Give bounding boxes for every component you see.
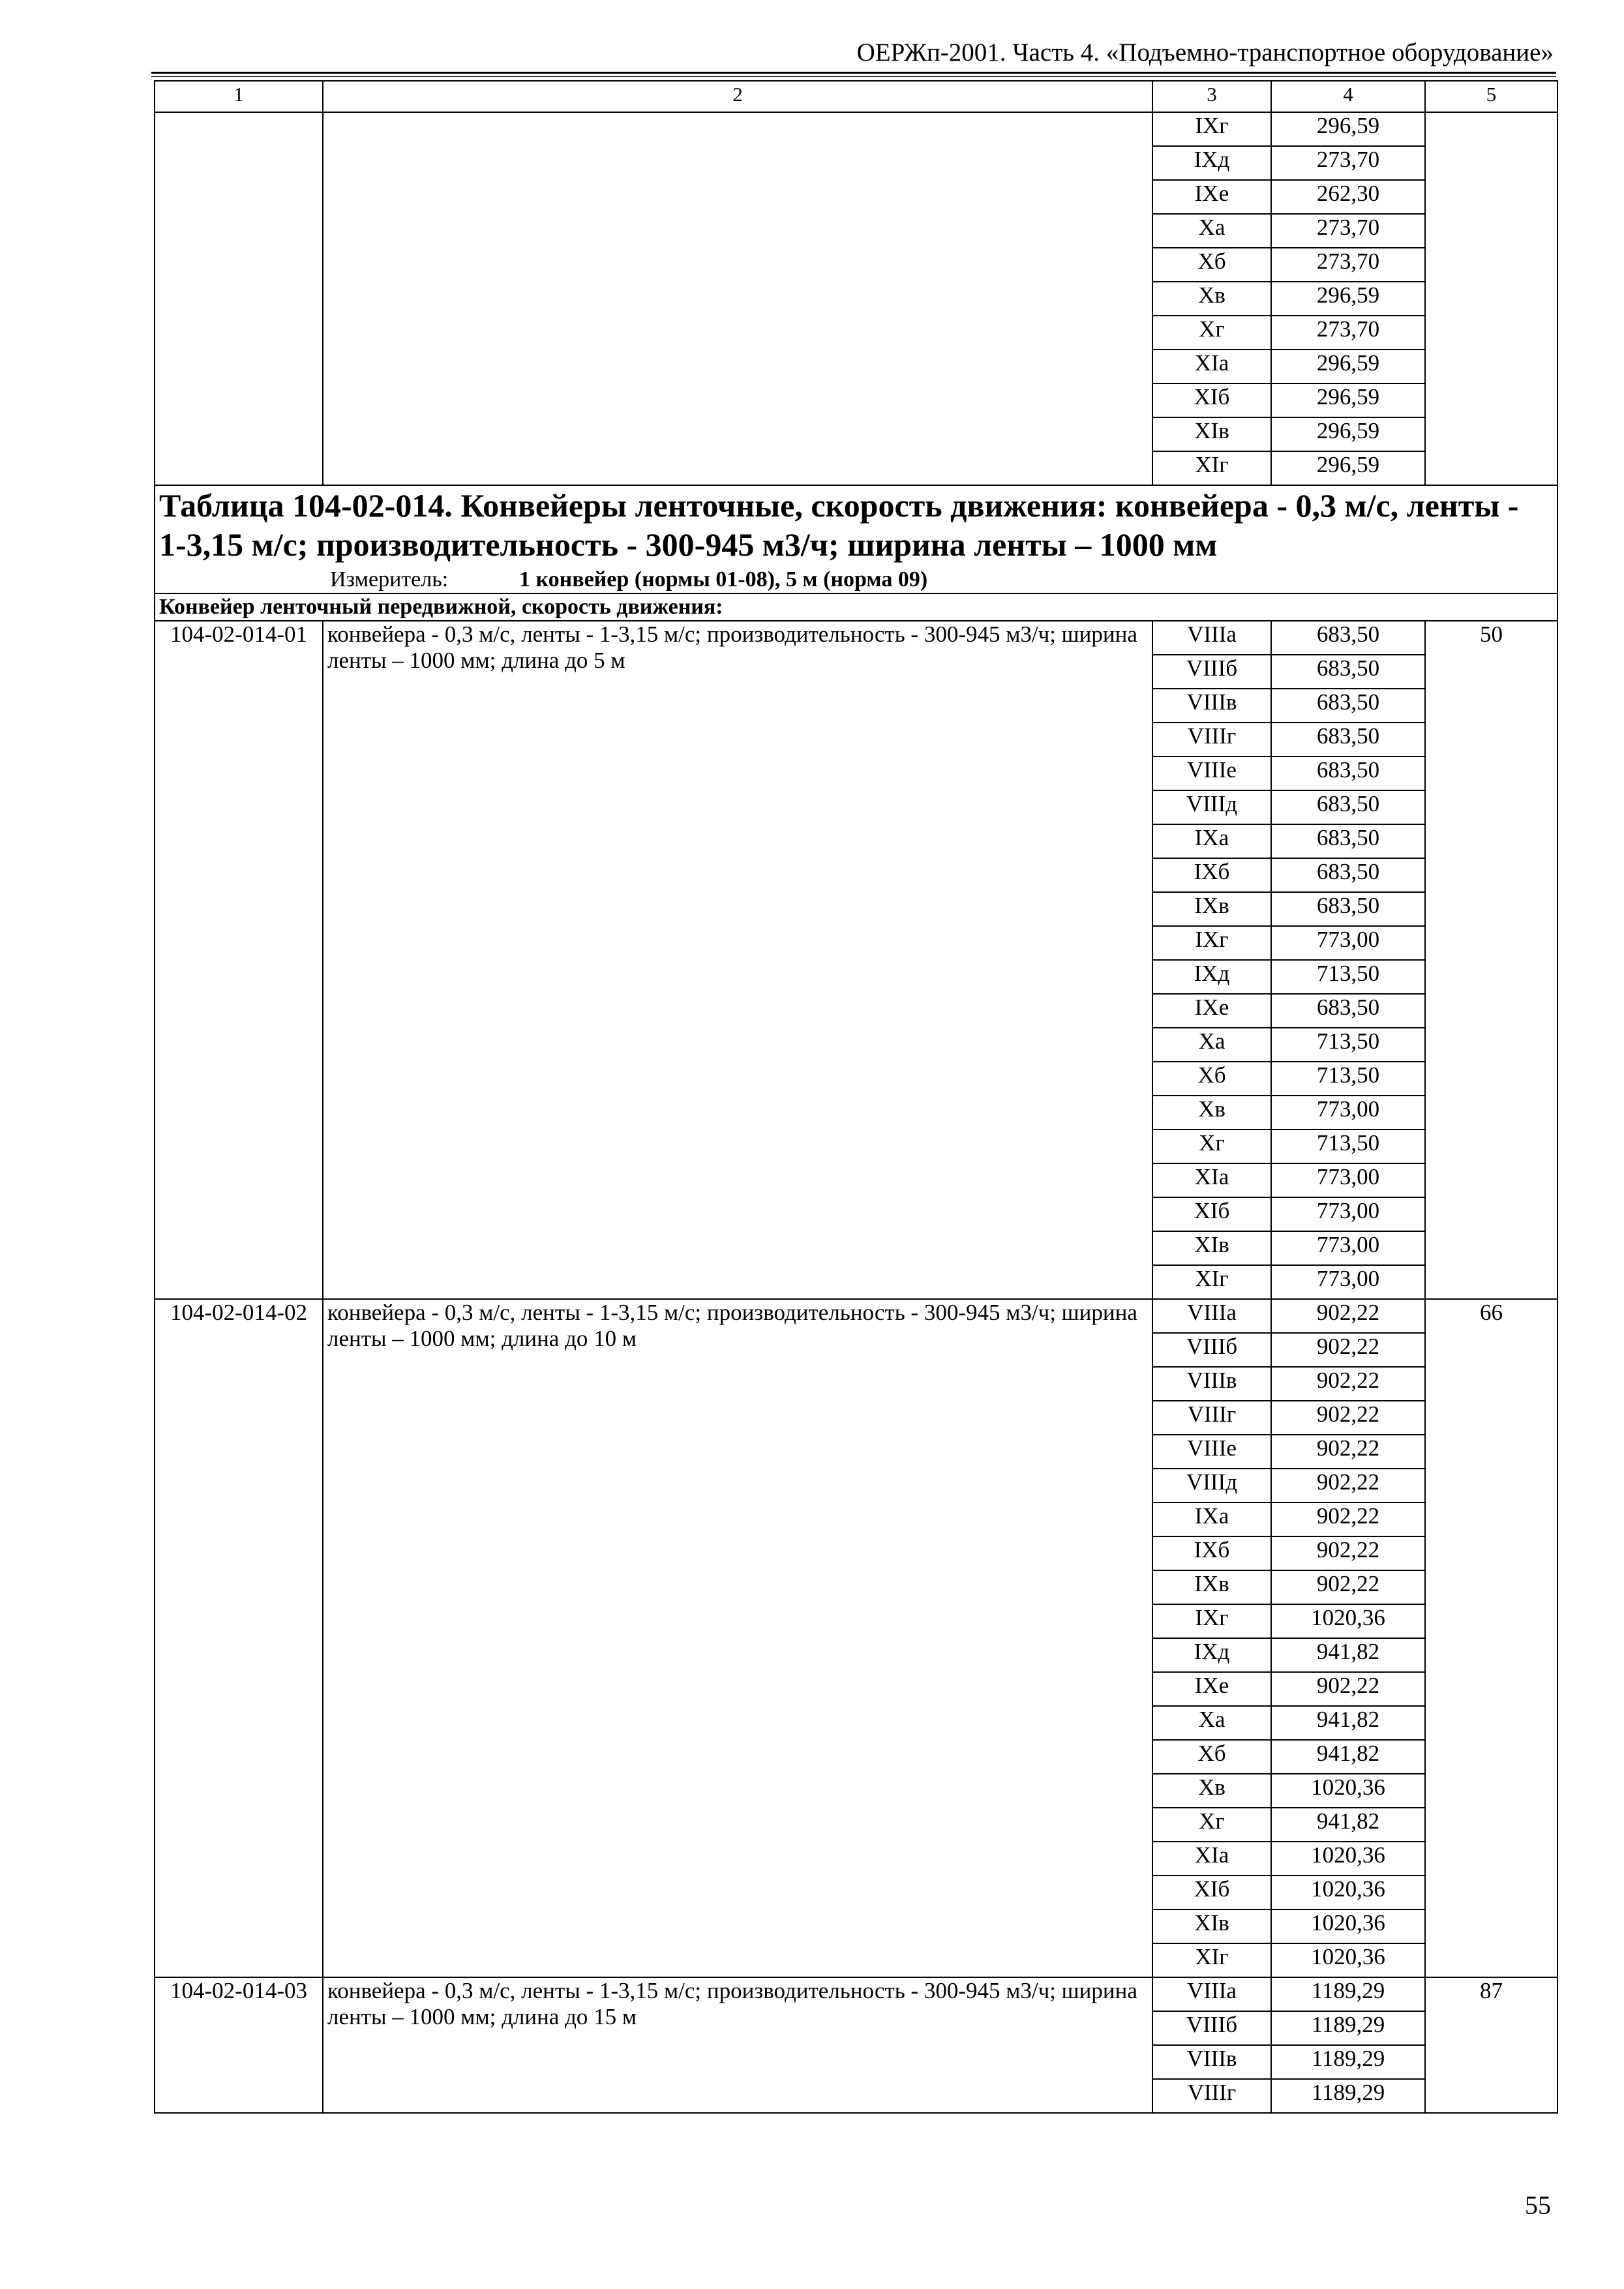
zone-cell: IXд	[1152, 146, 1271, 180]
zone-cell: Xв	[1152, 1096, 1271, 1130]
price-cell: 1020,36	[1271, 1876, 1425, 1909]
price-cell: 1189,29	[1271, 1977, 1425, 2011]
price-cell: 296,59	[1271, 282, 1425, 316]
zone-cell: IXб	[1152, 858, 1271, 892]
table-row	[155, 1299, 1557, 1333]
header-rule	[151, 72, 1556, 74]
zone-cell: VIIIв	[1152, 689, 1271, 723]
zone-cell: IXд	[1152, 1638, 1271, 1672]
zone-cell: VIIIд	[1152, 790, 1271, 824]
zone-cell: IXа	[1152, 824, 1271, 858]
price-cell: 683,50	[1271, 655, 1425, 689]
zone-cell: XIв	[1152, 417, 1271, 451]
zone-cell: XIб	[1152, 1197, 1271, 1231]
table-title-cell	[155, 485, 1557, 593]
price-cell: 1189,29	[1271, 2045, 1425, 2079]
zone-cell: Xб	[1152, 1062, 1271, 1096]
zone-cell: XIв	[1152, 1909, 1271, 1943]
table-row	[155, 621, 1557, 655]
price-cell: 1189,29	[1271, 2011, 1425, 2045]
price-cell: 683,50	[1271, 621, 1425, 655]
table-title-row	[155, 485, 1557, 593]
zone-cell: VIIIг	[1152, 1401, 1271, 1435]
price-cell: 902,22	[1271, 1367, 1425, 1401]
zone-cell: IXв	[1152, 1570, 1271, 1604]
norm-code: 104-02-014-03	[155, 1977, 323, 2113]
price-cell: 1020,36	[1271, 1774, 1425, 1808]
price-cell: 902,22	[1271, 1503, 1425, 1536]
zone-cell: VIIIа	[1152, 621, 1271, 655]
zone-cell: IXб	[1152, 1536, 1271, 1570]
zone-cell: Xг	[1152, 1808, 1271, 1842]
price-cell: 262,30	[1271, 180, 1425, 214]
zone-cell: VIIIг	[1152, 2079, 1271, 2113]
price-cell: 902,22	[1271, 1435, 1425, 1469]
price-cell: 773,00	[1271, 1265, 1425, 1299]
price-cell: 773,00	[1271, 1231, 1425, 1265]
norm-description: конвейера - 0,3 м/с, ленты - 1-3,15 м/с; производительность - 300-945 м3/ч; ширина ленты – 1000 мм; длина до 15 м	[323, 1977, 1152, 2113]
price-cell: 902,22	[1271, 1570, 1425, 1604]
zone-cell: IXа	[1152, 1503, 1271, 1536]
table-title: Таблица 104-02-014. Конвейеры ленточные, скорость движения: конвейера - 0,3 м/с, ленты - 1-3,15 м/с; производительность - 300-945 м3/ч; ширина ленты – 1000 мм	[159, 487, 1519, 563]
zone-cell: IXг	[1152, 1604, 1271, 1638]
price-cell: 296,59	[1271, 350, 1425, 383]
zone-cell: Xб	[1152, 248, 1271, 282]
column-number: 1	[155, 81, 323, 112]
column-number: 2	[323, 81, 1152, 112]
header-rule-thin	[151, 76, 1556, 77]
price-cell: 941,82	[1271, 1638, 1425, 1672]
zone-cell: VIIIе	[1152, 756, 1271, 790]
price-cell: 713,50	[1271, 1028, 1425, 1062]
column-number: 5	[1425, 81, 1557, 112]
page-number: 55	[1525, 2191, 1551, 2220]
price-cell: 683,50	[1271, 858, 1425, 892]
price-cell: 902,22	[1271, 1536, 1425, 1570]
norm-code-empty	[155, 112, 323, 485]
table-row	[155, 1977, 1557, 2011]
price-cell: 296,59	[1271, 383, 1425, 417]
zone-cell: IXе	[1152, 180, 1271, 214]
norm-description-empty	[323, 112, 1152, 485]
zone-cell: IXг	[1152, 112, 1271, 146]
zone-cell: VIIIб	[1152, 1333, 1271, 1367]
norm-description: конвейера - 0,3 м/с, ленты - 1-3,15 м/с; производительность - 300-945 м3/ч; ширина ленты – 1000 мм; длина до 10 м	[323, 1299, 1152, 1977]
value-cell: 87	[1425, 1977, 1557, 2113]
table-row	[155, 112, 1557, 146]
zone-cell: VIIIд	[1152, 1469, 1271, 1503]
price-cell: 683,50	[1271, 689, 1425, 723]
zone-cell: XIа	[1152, 1842, 1271, 1876]
price-cell: 773,00	[1271, 1096, 1425, 1130]
price-cell: 273,70	[1271, 146, 1425, 180]
zone-cell: VIIIв	[1152, 2045, 1271, 2079]
zone-cell: XIб	[1152, 1876, 1271, 1909]
zone-cell: Xа	[1152, 214, 1271, 248]
zone-cell: XIа	[1152, 350, 1271, 383]
measure-line	[159, 567, 1553, 593]
price-cell: 296,59	[1271, 417, 1425, 451]
zone-cell: Xа	[1152, 1706, 1271, 1740]
norm-description: конвейера - 0,3 м/с, ленты - 1-3,15 м/с; производительность - 300-945 м3/ч; ширина ленты – 1000 мм; длина до 5 м	[323, 621, 1152, 1299]
value-cell: 50	[1425, 621, 1557, 1299]
price-cell: 1020,36	[1271, 1943, 1425, 1977]
price-cell: 683,50	[1271, 723, 1425, 756]
zone-cell: XIа	[1152, 1163, 1271, 1197]
price-cell: 1020,36	[1271, 1842, 1425, 1876]
zone-cell: XIг	[1152, 451, 1271, 485]
price-cell: 902,22	[1271, 1299, 1425, 1333]
zone-cell: XIб	[1152, 383, 1271, 417]
rates-table	[154, 80, 1558, 2114]
zone-cell: IXд	[1152, 960, 1271, 994]
zone-cell: VIIIг	[1152, 723, 1271, 756]
price-cell: 1020,36	[1271, 1909, 1425, 1943]
zone-cell: Xа	[1152, 1028, 1271, 1062]
price-cell: 273,70	[1271, 316, 1425, 350]
running-header: ОЕРЖп-2001. Часть 4. «Подъемно-транспортное оборудование»	[856, 38, 1554, 67]
price-cell: 683,50	[1271, 994, 1425, 1028]
zone-cell: XIг	[1152, 1265, 1271, 1299]
price-cell: 683,50	[1271, 790, 1425, 824]
price-cell: 902,22	[1271, 1333, 1425, 1367]
price-cell: 273,70	[1271, 214, 1425, 248]
price-cell: 1189,29	[1271, 2079, 1425, 2113]
column-number: 3	[1152, 81, 1271, 112]
price-cell: 683,50	[1271, 824, 1425, 858]
price-cell: 683,50	[1271, 756, 1425, 790]
price-cell: 273,70	[1271, 248, 1425, 282]
norm-code: 104-02-014-01	[155, 621, 323, 1299]
norm-code: 104-02-014-02	[155, 1299, 323, 1977]
price-cell: 713,50	[1271, 1062, 1425, 1096]
column-number: 4	[1271, 81, 1425, 112]
price-cell: 773,00	[1271, 926, 1425, 960]
zone-cell: IXе	[1152, 994, 1271, 1028]
price-cell: 773,00	[1271, 1163, 1425, 1197]
zone-cell: VIIIа	[1152, 1299, 1271, 1333]
price-cell: 713,50	[1271, 1130, 1425, 1163]
column-number-row	[155, 81, 1557, 112]
price-cell: 941,82	[1271, 1808, 1425, 1842]
zone-cell: Xг	[1152, 316, 1271, 350]
price-cell: 902,22	[1271, 1469, 1425, 1503]
price-cell: 902,22	[1271, 1672, 1425, 1706]
zone-cell: VIIIа	[1152, 1977, 1271, 2011]
zone-cell: Xв	[1152, 282, 1271, 316]
zone-cell: Xб	[1152, 1740, 1271, 1774]
value-cell: 66	[1425, 1299, 1557, 1977]
price-cell: 296,59	[1271, 112, 1425, 146]
zone-cell: IXе	[1152, 1672, 1271, 1706]
zone-cell: IXв	[1152, 892, 1271, 926]
zone-cell: XIг	[1152, 1943, 1271, 1977]
price-cell: 902,22	[1271, 1401, 1425, 1435]
price-cell: 1020,36	[1271, 1604, 1425, 1638]
section-row	[155, 593, 1557, 621]
price-cell: 773,00	[1271, 1197, 1425, 1231]
measure-value: 1 конвейер (нормы 01-08), 5 м (норма 09)	[519, 567, 928, 591]
value-cell-empty	[1425, 112, 1557, 485]
price-cell: 683,50	[1271, 892, 1425, 926]
section-heading: Конвейер ленточный передвижной, скорость движения:	[155, 593, 1557, 621]
zone-cell: XIв	[1152, 1231, 1271, 1265]
zone-cell: VIIIб	[1152, 2011, 1271, 2045]
zone-cell: VIIIе	[1152, 1435, 1271, 1469]
zone-cell: VIIIв	[1152, 1367, 1271, 1401]
zone-cell: IXг	[1152, 926, 1271, 960]
price-cell: 941,82	[1271, 1740, 1425, 1774]
price-cell: 296,59	[1271, 451, 1425, 485]
zone-cell: VIIIб	[1152, 655, 1271, 689]
zone-cell: Xг	[1152, 1130, 1271, 1163]
price-cell: 713,50	[1271, 960, 1425, 994]
measure-label: Измеритель:	[330, 567, 449, 591]
zone-cell: Xв	[1152, 1774, 1271, 1808]
price-cell: 941,82	[1271, 1706, 1425, 1740]
